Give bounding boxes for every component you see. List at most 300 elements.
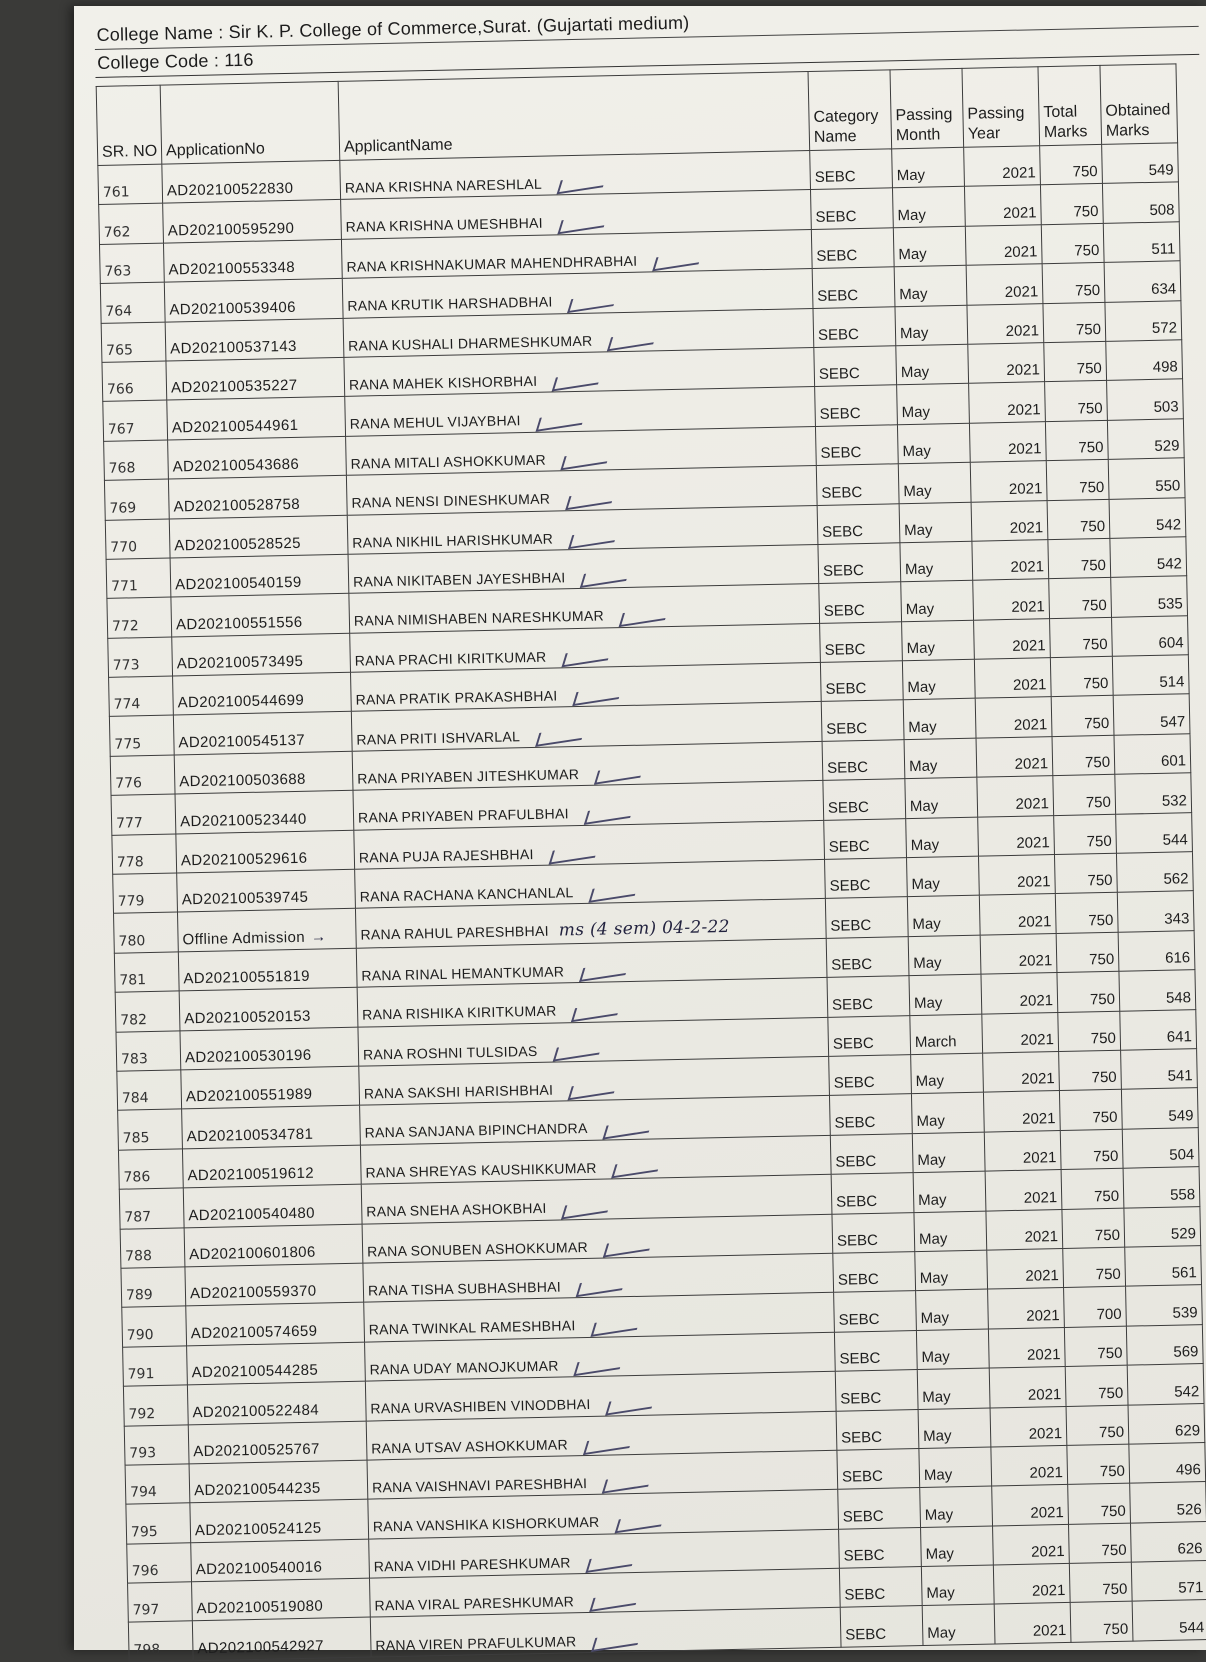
passing-month-cell-text: May	[916, 1112, 946, 1130]
applicant-name-cell-text: RANA VIDHI PARESHKUMAR	[373, 1554, 571, 1575]
sr-cell-text: 770	[110, 539, 138, 556]
obtained-marks-cell	[1113, 694, 1190, 735]
obtained-marks-cell-text: 641	[1166, 1028, 1193, 1046]
obtained-marks-cell-text: 541	[1167, 1067, 1193, 1086]
total-marks-cell	[1043, 302, 1106, 343]
application-no-cell	[165, 318, 344, 361]
application-no-cell	[182, 1106, 361, 1149]
passing-year-cell-text: 2021	[1014, 755, 1049, 774]
category-cell-text: SEBC	[826, 759, 869, 778]
obtained-marks-cell	[1112, 655, 1189, 696]
application-no-cell	[177, 869, 356, 912]
check-mark-icon	[548, 844, 599, 865]
sr-cell-text: 790	[126, 1326, 154, 1344]
passing-month-cell-text: May	[898, 245, 927, 264]
total-marks-cell-text: 750	[1074, 281, 1101, 300]
total-marks-cell	[1067, 1444, 1130, 1485]
category-cell-text: SEBC	[824, 641, 866, 659]
application-no-cell-text: AD202100519080	[196, 1598, 324, 1618]
sr-cell	[116, 1031, 181, 1072]
application-no-cell	[172, 633, 351, 676]
check-mark-icon	[585, 1552, 636, 1573]
application-no-cell	[188, 1421, 367, 1464]
category-cell	[811, 228, 894, 269]
obtained-marks-cell	[1102, 143, 1179, 184]
application-no-cell	[192, 1618, 371, 1661]
category-cell	[830, 1133, 913, 1174]
sr-cell-text: 769	[109, 499, 137, 517]
category-cell	[840, 1606, 923, 1647]
sr-cell	[110, 755, 175, 796]
passing-month-cell-text: May	[906, 639, 936, 658]
col-total-marks: Total Marks	[1038, 65, 1102, 145]
obtained-marks-cell	[1121, 1088, 1198, 1129]
passing-year-cell-text: 2021	[1009, 519, 1044, 537]
passing-month-cell-text: May	[913, 954, 942, 973]
category-cell-text: SEBC	[843, 1546, 885, 1565]
total-marks-cell-text: 750	[1093, 1147, 1119, 1166]
check-mark-icon	[579, 961, 630, 982]
total-marks-cell-text: 750	[1098, 1423, 1125, 1442]
passing-year-cell-text: 2021	[1005, 322, 1040, 340]
category-cell	[839, 1527, 922, 1568]
passing-year-cell-text: 2021	[1012, 637, 1046, 655]
total-marks-cell	[1057, 971, 1120, 1012]
total-marks-cell-text: 750	[1088, 911, 1114, 930]
sr-cell-text: 791	[127, 1366, 155, 1383]
sr-cell	[98, 164, 163, 205]
application-no-cell-text: AD202100537143	[170, 337, 297, 358]
sr-cell-text: 798	[133, 1641, 161, 1659]
category-cell	[838, 1488, 921, 1529]
category-cell	[834, 1291, 917, 1332]
passing-year-cell	[970, 461, 1047, 502]
applicant-name-cell-text: RANA RACHANA KANCHANLAL	[359, 884, 574, 905]
sr-cell	[123, 1346, 188, 1387]
col-obtained-marks: ObtainedMarks	[1100, 64, 1178, 145]
sr-cell	[117, 1070, 182, 1111]
passing-month-cell-text: May	[899, 285, 928, 303]
obtained-marks-cell	[1105, 300, 1182, 341]
total-marks-cell	[1060, 1129, 1123, 1170]
sr-cell-text: 767	[107, 420, 135, 438]
category-cell	[825, 858, 908, 899]
sr-cell	[118, 1109, 183, 1150]
total-marks-cell	[1066, 1405, 1129, 1446]
application-no-cell-text: AD202100559370	[189, 1282, 317, 1303]
application-no-cell-text: AD202100539406	[169, 298, 297, 319]
category-cell-text: SEBC	[840, 1389, 882, 1408]
sr-cell	[128, 1621, 193, 1662]
sr-cell	[127, 1542, 192, 1583]
category-cell	[822, 740, 905, 781]
sr-cell	[124, 1424, 189, 1465]
category-cell-text: SEBC	[822, 522, 864, 541]
total-marks-cell	[1041, 223, 1104, 264]
passing-month-cell	[903, 699, 976, 740]
passing-year-cell-text: 2021	[1017, 912, 1052, 931]
obtained-marks-cell	[1112, 615, 1189, 656]
total-marks-cell-text: 750	[1079, 517, 1106, 536]
obtained-marks-cell	[1104, 261, 1181, 302]
total-marks-cell	[1045, 420, 1108, 461]
check-mark-icon	[614, 1512, 665, 1533]
table-body	[98, 143, 1206, 1662]
category-cell-text: SEBC	[840, 1428, 883, 1447]
passing-month-cell	[916, 1329, 989, 1370]
col-sr-no: SR. NO	[96, 85, 162, 165]
application-no-cell-text: AD202100519612	[187, 1164, 315, 1185]
application-no-cell-text: AD202100545137	[178, 731, 306, 752]
passing-year-cell-text: 2021	[1010, 558, 1045, 577]
application-no-cell	[168, 475, 347, 518]
passing-year-cell-text: 2021	[1027, 1385, 1062, 1404]
passing-year-cell-text: 2021	[1021, 1109, 1056, 1128]
passing-month-cell	[911, 1092, 984, 1133]
total-marks-cell-text: 750	[1084, 754, 1111, 772]
sr-cell-text: 768	[108, 460, 136, 477]
passing-month-cell	[895, 305, 968, 346]
obtained-marks-cell	[1115, 773, 1192, 814]
handwritten-arrow-icon: →	[310, 928, 327, 946]
check-mark-icon	[552, 371, 603, 392]
passing-year-cell	[976, 736, 1053, 777]
obtained-marks-cell-text: 539	[1172, 1303, 1198, 1322]
passing-month-cell	[907, 856, 980, 897]
passing-month-cell-text: May	[899, 324, 929, 343]
obtained-marks-cell	[1124, 1206, 1201, 1247]
total-marks-cell	[1069, 1562, 1132, 1603]
category-cell	[816, 464, 899, 505]
total-marks-cell-text: 750	[1090, 1029, 1117, 1048]
application-no-cell-text: AD202100542927	[197, 1637, 325, 1658]
total-marks-cell	[1042, 263, 1105, 304]
category-cell-text: SEBC	[821, 483, 863, 502]
total-marks-cell-text: 750	[1093, 1187, 1120, 1205]
application-no-cell-text: AD202100540016	[195, 1558, 323, 1579]
passing-month-cell	[920, 1486, 993, 1527]
application-no-cell	[175, 790, 354, 833]
passing-month-cell-text: May	[908, 718, 937, 736]
total-marks-cell	[1061, 1168, 1124, 1209]
sr-cell	[122, 1306, 187, 1347]
applicant-name-cell-text: RANA MAHEK KISHORBHAI	[348, 372, 538, 393]
obtained-marks-cell-text: 604	[1158, 634, 1184, 652]
category-cell	[827, 976, 910, 1017]
total-marks-cell-text: 750	[1080, 557, 1107, 575]
application-no-cell-text: AD202100523440	[179, 810, 307, 831]
total-marks-cell	[1058, 1011, 1121, 1052]
applicants-table	[96, 63, 1206, 1662]
passing-month-cell-text: May	[909, 797, 939, 815]
category-cell-text: SEBC	[823, 601, 865, 620]
total-marks-cell	[1045, 381, 1108, 422]
total-marks-cell-text: 750	[1091, 1069, 1117, 1087]
total-marks-cell-text: 750	[1103, 1620, 1129, 1639]
sr-cell	[99, 203, 164, 244]
application-no-cell-text: AD202100540159	[174, 574, 302, 594]
total-marks-cell	[1040, 144, 1103, 185]
application-no-cell-text: AD202100601806	[188, 1243, 316, 1264]
category-cell	[815, 385, 898, 426]
application-no-cell-text: AD202100522484	[192, 1401, 320, 1421]
passing-month-cell-text: May	[904, 560, 934, 579]
passing-year-cell	[978, 815, 1055, 856]
check-mark-icon	[576, 1276, 627, 1297]
category-cell-text: SEBC	[817, 326, 860, 344]
col-passing-month: Passing Month	[890, 68, 964, 148]
passing-month-cell-text: May	[927, 1624, 956, 1642]
sr-cell-text: 765	[106, 342, 134, 359]
total-marks-cell-text: 750	[1085, 793, 1112, 812]
application-no-cell	[181, 1066, 360, 1109]
total-marks-cell	[1059, 1090, 1122, 1131]
passing-month-cell	[919, 1447, 992, 1488]
passing-month-cell	[904, 738, 977, 779]
passing-year-cell	[987, 1248, 1064, 1289]
total-marks-cell	[1054, 814, 1117, 855]
passing-year-cell	[982, 1012, 1059, 1053]
category-cell-text: SEBC	[832, 1034, 874, 1053]
passing-year-cell	[971, 500, 1048, 541]
applicant-name-cell-text: RANA NENSI DINESHKUMAR	[351, 490, 551, 511]
category-cell	[837, 1448, 920, 1489]
passing-year-cell	[973, 579, 1050, 620]
sr-cell	[107, 597, 172, 638]
application-no-cell	[162, 160, 341, 203]
obtained-marks-cell-text: 572	[1151, 319, 1178, 337]
passing-month-cell-text: May	[905, 600, 935, 618]
sr-cell	[99, 243, 164, 284]
total-marks-cell-text: 750	[1094, 1226, 1121, 1245]
obtained-marks-cell-text: 529	[1154, 437, 1180, 456]
applicant-name-cell-text: RANA SONUBEN ASHOKKUMAR	[366, 1238, 589, 1260]
passing-month-cell-text: May	[925, 1545, 955, 1563]
sr-cell-text: 787	[124, 1208, 152, 1226]
obtained-marks-cell-text: 571	[1178, 1579, 1204, 1598]
passing-month-cell	[910, 1014, 983, 1055]
check-mark-icon	[590, 1316, 641, 1337]
category-cell-text: SEBC	[835, 1153, 877, 1171]
obtained-marks-cell	[1109, 497, 1186, 538]
check-mark-icon	[591, 1631, 642, 1652]
passing-year-cell	[980, 933, 1057, 974]
category-cell	[821, 700, 904, 741]
passing-month-cell	[897, 384, 970, 425]
check-mark-icon	[594, 764, 645, 785]
sr-cell	[121, 1267, 186, 1308]
passing-month-cell-text: May	[911, 875, 941, 894]
category-cell	[834, 1330, 917, 1371]
total-marks-cell	[1055, 893, 1118, 934]
sr-cell-text: 789	[125, 1287, 153, 1304]
applicant-name-cell-text: RANA PUJA RAJESHBHAI	[358, 845, 534, 866]
passing-month-cell	[896, 344, 969, 385]
total-marks-cell	[1054, 853, 1117, 894]
applicant-name-cell-text: RANA KRISHNA NARESHLAL	[344, 175, 543, 196]
passing-year-cell	[964, 146, 1041, 187]
check-mark-icon	[583, 1434, 634, 1455]
sr-cell-text: 762	[103, 224, 131, 241]
total-marks-cell-text: 750	[1075, 320, 1102, 339]
sr-cell	[114, 912, 179, 953]
obtained-marks-cell	[1132, 1600, 1206, 1641]
passing-month-cell	[902, 620, 975, 661]
passing-year-cell-text: 2021	[1015, 794, 1050, 813]
obtained-marks-cell-text: 508	[1149, 201, 1175, 219]
passing-year-cell	[988, 1288, 1065, 1329]
col-applicant-name: ApplicantName	[338, 72, 810, 161]
passing-year-cell-text: 2021	[1028, 1424, 1063, 1443]
category-cell-text: SEBC	[830, 916, 872, 935]
check-mark-icon	[652, 250, 703, 271]
passing-year-cell-text: 2021	[1025, 1267, 1059, 1286]
obtained-marks-cell-text: 561	[1171, 1264, 1197, 1283]
passing-month-cell-text: May	[912, 915, 941, 933]
category-cell	[832, 1212, 915, 1253]
application-no-cell-text: AD202100522830	[166, 180, 294, 200]
passing-year-cell	[969, 421, 1046, 462]
passing-year-cell-text: 2021	[1017, 873, 1051, 892]
application-no-cell	[173, 672, 352, 715]
obtained-marks-cell-text: 343	[1164, 910, 1190, 928]
passing-year-cell-text: 2021	[1026, 1306, 1060, 1325]
total-marks-cell	[1052, 735, 1115, 776]
category-cell-text: SEBC	[845, 1625, 887, 1644]
application-no-cell-text: AD202100528758	[173, 495, 301, 515]
total-marks-cell-text: 750	[1101, 1541, 1127, 1560]
application-no-cell	[186, 1302, 365, 1345]
applicant-name-cell-text: RANA SANJANA BIPINCHANDRA	[364, 1120, 588, 1142]
passing-month-cell	[900, 541, 973, 582]
application-no-cell-text: AD202100543686	[172, 455, 300, 476]
handwritten-note: ms (4 sem) 04-2-22	[558, 916, 731, 941]
obtained-marks-cell	[1120, 1009, 1197, 1050]
passing-year-cell	[988, 1327, 1065, 1368]
category-cell-text: SEBC	[825, 680, 867, 699]
obtained-marks-cell	[1114, 734, 1191, 775]
applicant-name-cell-text: RANA VAISHNAVI PARESHBHAI	[371, 1474, 588, 1496]
total-marks-cell-text: 750	[1078, 439, 1104, 457]
applicant-name-cell-text: RANA KRUTIK HARSHADBHAI	[347, 293, 553, 315]
sr-cell-text: 772	[111, 617, 139, 635]
application-no-cell-text: AD202100544285	[191, 1361, 319, 1382]
total-marks-cell-text: 750	[1097, 1344, 1123, 1363]
obtained-marks-cell	[1108, 458, 1185, 499]
college-code: College Code : 116	[95, 27, 1199, 78]
sr-cell-text: 764	[105, 302, 133, 320]
category-cell	[813, 306, 896, 347]
total-marks-cell	[1056, 932, 1119, 973]
applicant-name-cell-text: RANA SHREYAS KAUSHIKKUMAR	[365, 1159, 597, 1181]
passing-year-cell	[991, 1445, 1068, 1486]
passing-year-cell-text: 2021	[1022, 1149, 1057, 1167]
passing-year-cell	[984, 1130, 1061, 1171]
sr-cell-text: 781	[119, 972, 147, 989]
total-marks-cell-text: 750	[1072, 163, 1098, 181]
sr-cell-text: 785	[122, 1129, 150, 1147]
check-mark-icon	[568, 1080, 619, 1101]
category-cell-text: SEBC	[822, 562, 865, 581]
applicant-name-cell-text: RANA NIKHIL HARISHKUMAR	[352, 530, 554, 551]
sr-cell-text: 780	[118, 932, 146, 950]
passing-year-cell-text: 2021	[1030, 1503, 1064, 1522]
obtained-marks-cell	[1102, 182, 1179, 223]
application-no-cell	[187, 1342, 366, 1385]
sr-cell-text: 778	[116, 854, 144, 871]
passing-year-cell-text: 2021	[1021, 1070, 1055, 1089]
obtained-marks-cell-text: 629	[1174, 1422, 1201, 1440]
obtained-marks-cell	[1110, 537, 1187, 578]
category-cell	[824, 818, 907, 859]
obtained-marks-cell	[1131, 1561, 1206, 1602]
total-marks-cell-text: 750	[1087, 872, 1113, 890]
obtained-marks-cell-text: 514	[1159, 673, 1185, 692]
passing-month-cell	[918, 1408, 991, 1449]
applicant-name-cell-text: RANA KRISHNA UMESHBHAI	[345, 215, 544, 236]
check-mark-icon	[602, 1118, 653, 1139]
application-no-cell-text: AD202100503688	[179, 770, 306, 791]
total-marks-cell	[1046, 459, 1109, 500]
obtained-marks-cell-text: 601	[1160, 752, 1187, 771]
category-cell	[818, 543, 901, 584]
obtained-marks-cell-text: 550	[1155, 476, 1181, 495]
application-no-cell-text: AD202100528525	[174, 534, 302, 555]
category-cell-text: SEBC	[838, 1310, 880, 1329]
category-cell	[828, 1015, 911, 1056]
applicant-name-cell-text: RANA MITALI ASHOKKUMAR	[350, 451, 547, 472]
application-no-cell	[174, 751, 353, 794]
applicant-name-cell-text: RANA VIREN PRAFULKUMAR	[375, 1632, 577, 1654]
col-passing-year: Passing Year	[962, 67, 1040, 148]
passing-year-cell-text: 2021	[1032, 1621, 1067, 1640]
applicant-name-cell-text: RANA PRACHI KIRITKUMAR	[354, 648, 547, 669]
application-no-cell	[190, 1499, 369, 1542]
check-mark-icon	[605, 1394, 656, 1415]
check-mark-icon	[619, 606, 670, 627]
passing-year-cell-text: 2021	[1002, 204, 1037, 222]
sr-cell	[105, 519, 170, 560]
sr-cell	[114, 952, 179, 993]
passing-year-cell-text: 2021	[1029, 1464, 1064, 1483]
passing-month-cell	[913, 1171, 986, 1212]
obtained-marks-cell-text: 547	[1160, 713, 1186, 731]
passing-year-cell	[966, 264, 1043, 305]
total-marks-cell	[1070, 1602, 1133, 1643]
application-no-cell	[189, 1460, 368, 1503]
applicant-name-cell-text: RANA RINAL HEMANTKUMAR	[361, 963, 565, 984]
sr-cell-text: 782	[120, 1011, 148, 1029]
total-marks-cell	[1065, 1365, 1128, 1406]
passing-month-cell	[907, 896, 980, 937]
check-mark-icon	[602, 1473, 653, 1494]
passing-month-cell-text: May	[896, 167, 926, 185]
check-mark-icon	[571, 1001, 622, 1022]
obtained-marks-cell-text: 544	[1178, 1618, 1205, 1637]
passing-month-cell-text: May	[903, 521, 933, 540]
category-cell	[836, 1409, 919, 1450]
passing-month-cell-text: May	[926, 1584, 955, 1603]
obtained-marks-cell	[1128, 1403, 1205, 1444]
passing-month-cell-text: May	[897, 206, 927, 224]
total-marks-cell-text: 750	[1082, 635, 1108, 654]
passing-year-cell-text: 2021	[1002, 164, 1036, 183]
passing-year-cell-text: 2021	[1003, 243, 1038, 262]
obtained-marks-cell	[1127, 1364, 1204, 1405]
total-marks-cell-text: 750	[1079, 478, 1105, 496]
passing-month-cell-text: May	[901, 403, 931, 421]
applicant-name-cell-text: RANA KRISHNAKUMAR MAHENDHRABHAI	[346, 252, 638, 275]
